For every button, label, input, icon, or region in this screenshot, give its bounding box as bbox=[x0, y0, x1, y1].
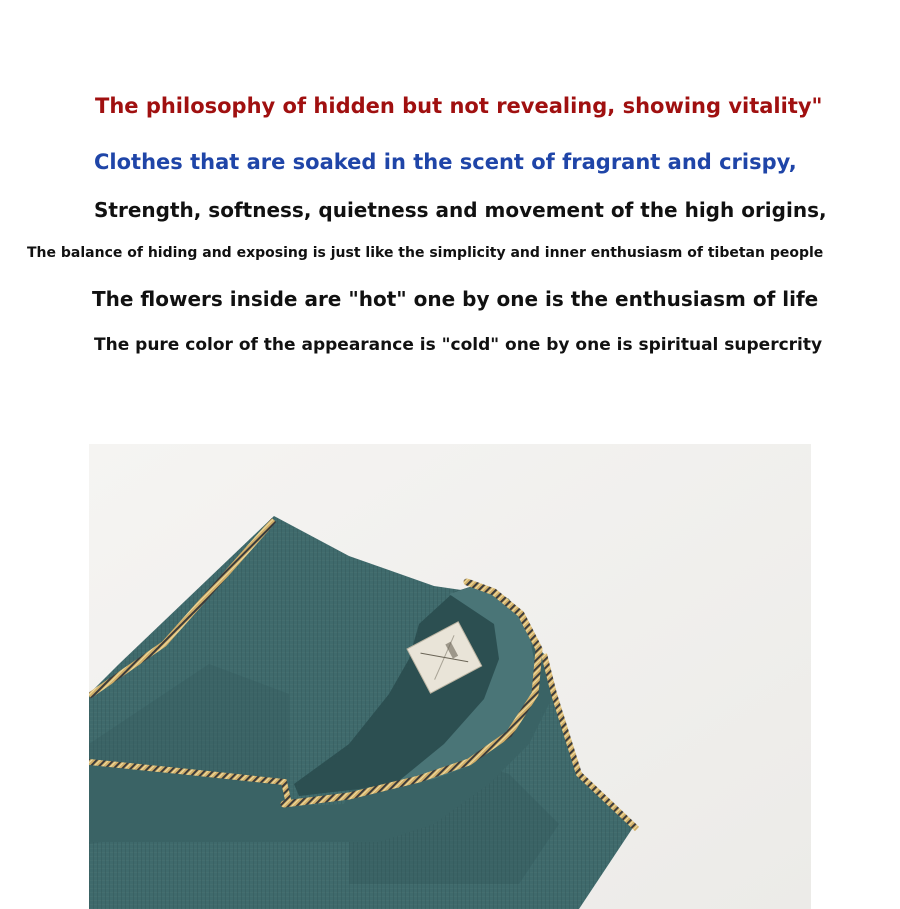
text-strength: Strength, softness, quietness and movement of the high origins, bbox=[94, 198, 827, 222]
text-balance: The balance of hiding and exposing is just like the simplicity and inner enthusiasm of tibetan people bbox=[27, 245, 824, 261]
vest-collar-illustration bbox=[89, 444, 811, 909]
text-flowers: The flowers inside are "hot" one by one is the enthusiasm of life bbox=[92, 287, 819, 311]
text-pure-color: The pure color of the appearance is "cold" one by one is spiritual supercrity bbox=[94, 335, 823, 355]
headline-philosophy: The philosophy of hidden but not revealing, showing vitality" bbox=[95, 94, 823, 118]
product-photo bbox=[89, 444, 811, 909]
headline-clothes: Clothes that are soaked in the scent of fragrant and crispy, bbox=[94, 150, 797, 174]
